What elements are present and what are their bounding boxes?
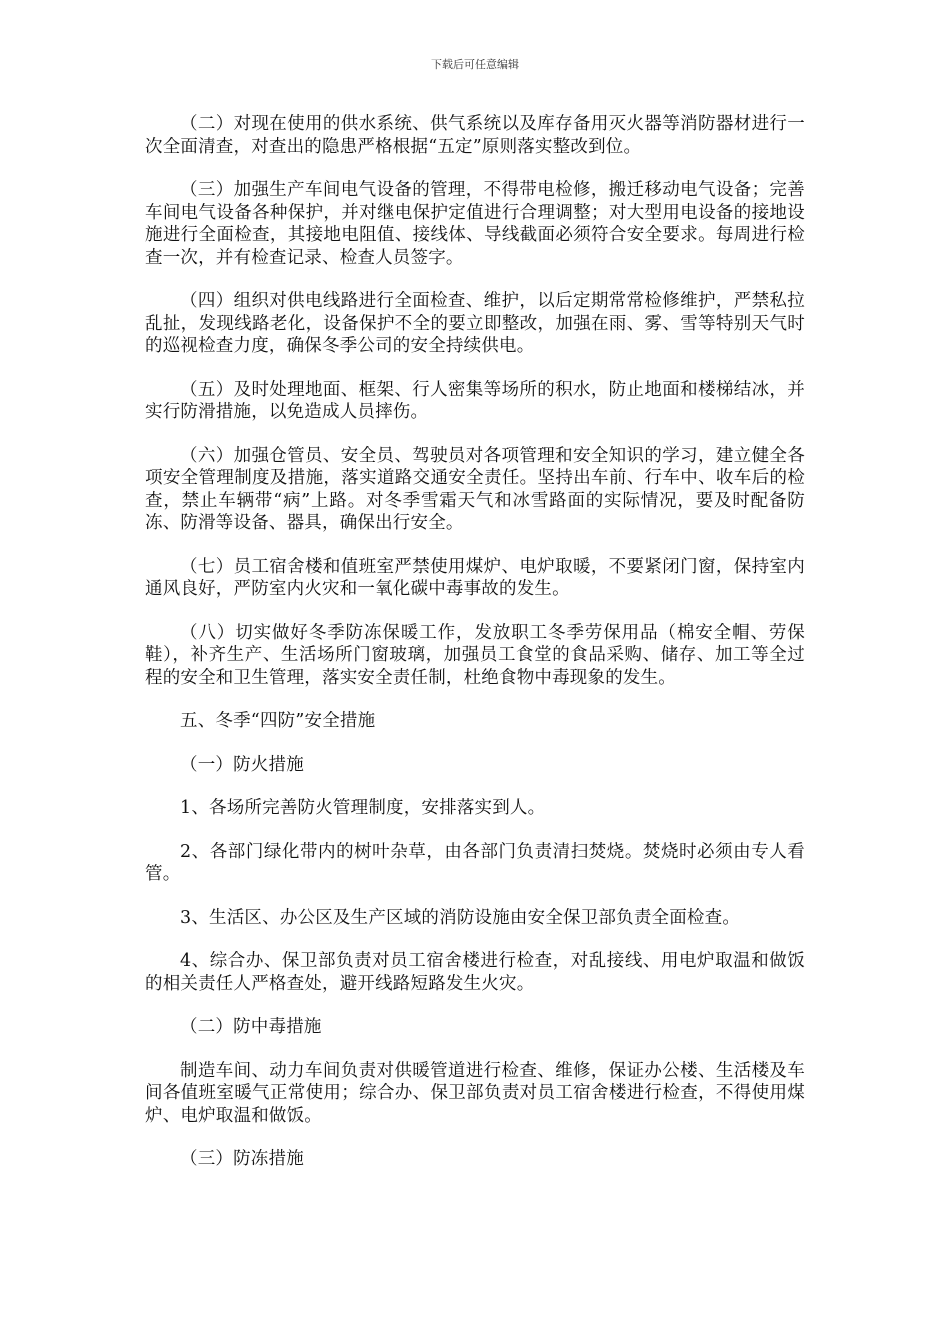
list-item-fire-1: 1、各场所完善防火管理制度，安排落实到人。 [180,798,546,818]
paragraph-heating-pipes: 制造车间、动力车间负责对供暖管道进行检查、维修，保证办公楼、生活楼及车间各值班室暖气正常使用；综合办、保卫部负责对员工宿舍楼进行检查，不得使用煤炉、电炉取温和做饭。 [145,1060,805,1126]
document-body [145,113,805,1192]
paragraph-power-lines: （四）组织对供电线路进行全面检查、维护，以后定期常常检修维护，严禁私拉乱扯，发现线路老化，设备保护不全的要立即整改，加强在雨、雾、雪等特别天气时的巡视检查力度，确保冬季公司的安全持续供电。 [145,291,805,356]
paragraph-vehicle-safety: （六）加强仓管员、安全员、驾驶员对各项管理和安全知识的学习，建立健全各项安全管理制度及措施，落实道路交通安全责任。坚持出车前、行车中、收车后的检查，禁止车辆带“病”上路。对冬季雪霜天气和冰雪路面的实际情况，要及时配备防冻、防滑等设备、器具，确保出行安全。 [145,445,805,533]
list-item-fire-2: 2、各部门绿化带内的树叶杂草，由各部门负责清扫焚烧。焚烧时必须由专人看管。 [145,841,805,884]
paragraph-standing-water: （五）及时处理地面、框架、行人密集等场所的积水，防止地面和楼梯结冰，并实行防滑措施，以免造成人员摔伤。 [145,379,805,422]
paragraph-water-gas-systems: （二）对现在使用的供水系统、供气系统以及库存备用灭火器等消防器材进行一次全面清查，对查出的隐患严格根据“五定”原则落实整改到位。 [145,114,805,157]
paragraph-winter-protection: （八）切实做好冬季防冻保暖工作，发放职工冬季劳保用品（棉安全帽、劳保鞋），补齐生产、生活场所门窗玻璃，加强员工食堂的食品采购、储存、加工等全过程的安全和卫生管理，落实安全责任制，杜绝食物中毒现象的发生。 [145,622,805,688]
subheading-poisoning-prevention: （二）防中毒措施 [180,1017,322,1037]
list-item-fire-3: 3、生活区、办公区及生产区域的消防设施由安全保卫部负责全面检查。 [180,907,741,928]
paragraph-electrical-equipment: （三）加强生产车间电气设备的管理，不得带电检修，搬迁移动电气设备；完善车间电气设备各种保护，并对继电保护定值进行合理调整；对大型用电设备的接地设施进行全面检查，其接地电阻值、接线体、导线截面必须符合安全要求。每周进行检查一次，并有检查记录、检查人员签字。 [145,180,805,268]
subheading-freeze-prevention: （三）防冻措施 [180,1149,304,1169]
subheading-fire-prevention: （一）防火措施 [180,754,304,775]
page-header: 下载后可任意编辑 [431,58,519,71]
section-heading-four-prevention: 五、冬季“四防”安全措施 [180,711,376,731]
list-item-fire-4: 4、综合办、保卫部负责对员工宿舍楼进行检查，对乱接线、用电炉取温和做饭的相关责任人严格查处，避开线路短路发生火灾。 [145,951,805,994]
paragraph-dormitory-heating: （七）员工宿舍楼和值班室严禁使用煤炉、电炉取暖，不要紧闭门窗，保持室内通风良好，严防室内火灾和一氧化碳中毒事故的发生。 [145,556,805,599]
